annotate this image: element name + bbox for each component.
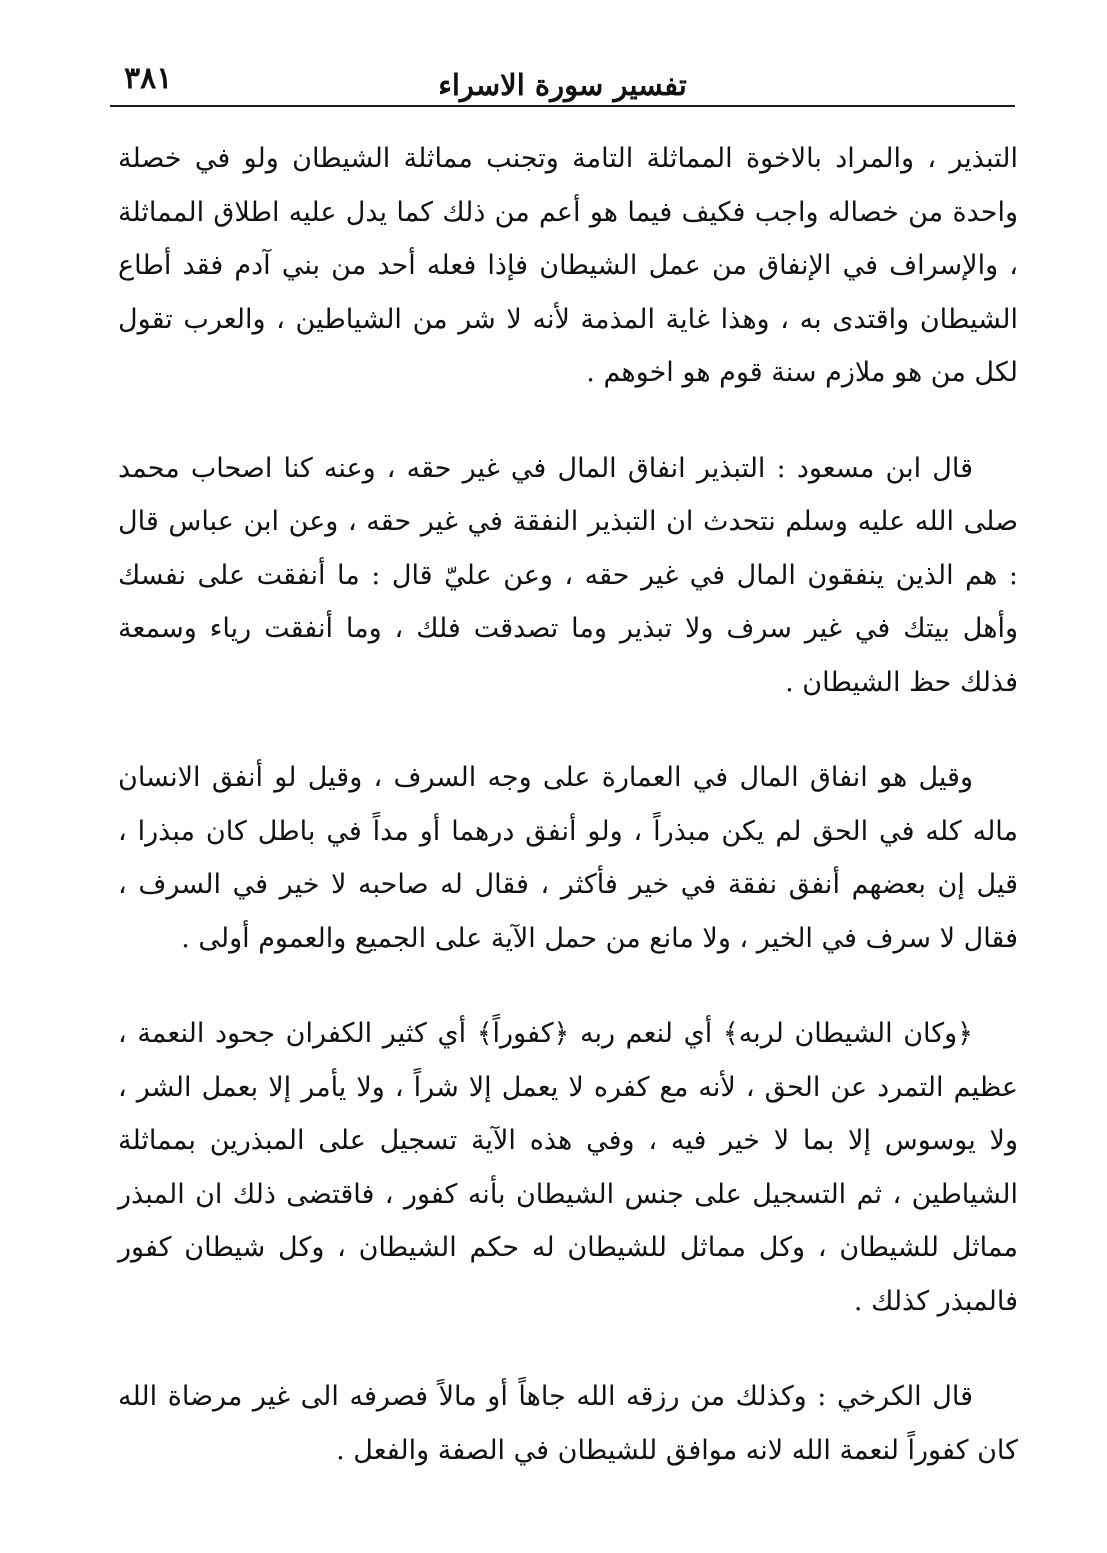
header-divider (110, 105, 1015, 107)
page-number: ٣٨١ (124, 61, 173, 96)
page-body (118, 132, 1018, 1519)
paragraph-1: التبذير ، والمراد بالاخوة المماثلة التامة وتجنب مماثلة الشيطان ولو في خصلة واحدة من خصاله واجب فكيف فيما هو أعم من ذلك كما يدل عليه اطلاق المماثلة ، والإسراف في الإنفاق من عمل الشيطان فإذا فعله أحد من بني آدم فقد أطاع الشيطان واقتدى به ، وهذا غاية المذمة لأنه لا شر من الشياطين ، والعرب تقول لكل من هو ملازم سنة قوم هو اخوهم . (118, 143, 1018, 388)
paragraph-5: قال الكرخي : وكذلك من رزقه الله جاهاً أو مالاً فصرفه الى غير مرضاة الله كان كفوراً لنعمة الله لانه موافق للشيطان في الصفة والفعل . (118, 1381, 1018, 1466)
paragraph-2: قال ابن مسعود : التبذير انفاق المال في غير حقه ، وعنه كنا اصحاب محمد صلى الله عليه وسلم نتحدث ان التبذير النفقة في غير حقه ، وعن ابن عباس قال : هم الذين ينفقون المال في غير حقه ، وعن عليّ قال : ما أنفقت على نفسك وأهل بيتك في غير سرف ولا تبذير وما تصدقت فلك ، وما أنفقت رياء وسمعة فذلك حظ الشيطان . (118, 452, 1018, 698)
paragraph-3: وقيل هو انفاق المال في العمارة على وجه السرف ، وقيل لو أنفق الانسان ماله كله في الحق لم يكن مبذراً ، ولو أنفق درهما أو مداً في باطل كان مبذرا ، قيل إن بعضهم أنفق نفقة في خير فأكثر ، فقال له صاحبه لا خير في السرف ، فقال لا سرف في الخير ، ولا مانع من حمل الآية على الجميع والعموم أولى . (118, 762, 1018, 954)
page-header (110, 55, 1015, 107)
page-title: تفسير سورة الاسراء (438, 68, 687, 102)
paragraph-4: ﴿وكان الشيطان لربه﴾ أي لنعم ربه ﴿كفوراً﴾ أي كثير الكفران جحود النعمة ، عظيم التمرد عن الحق ، لأنه مع كفره لا يعمل إلا شراً ، ولا يأمر إلا بعمل الشر ، ولا يوسوس إلا بما لا خير فيه ، وفي هذه الآية تسجيل على المبذرين بمماثلة الشياطين ، ثم التسجيل على جنس الشيطان بأنه كفور ، فاقتضى ذلك ان المبذر مماثل للشيطان ، وكل مماثل للشيطان له حكم الشيطان ، وكل شيطان كفور فالمبذر كذلك . (118, 1018, 1018, 1317)
